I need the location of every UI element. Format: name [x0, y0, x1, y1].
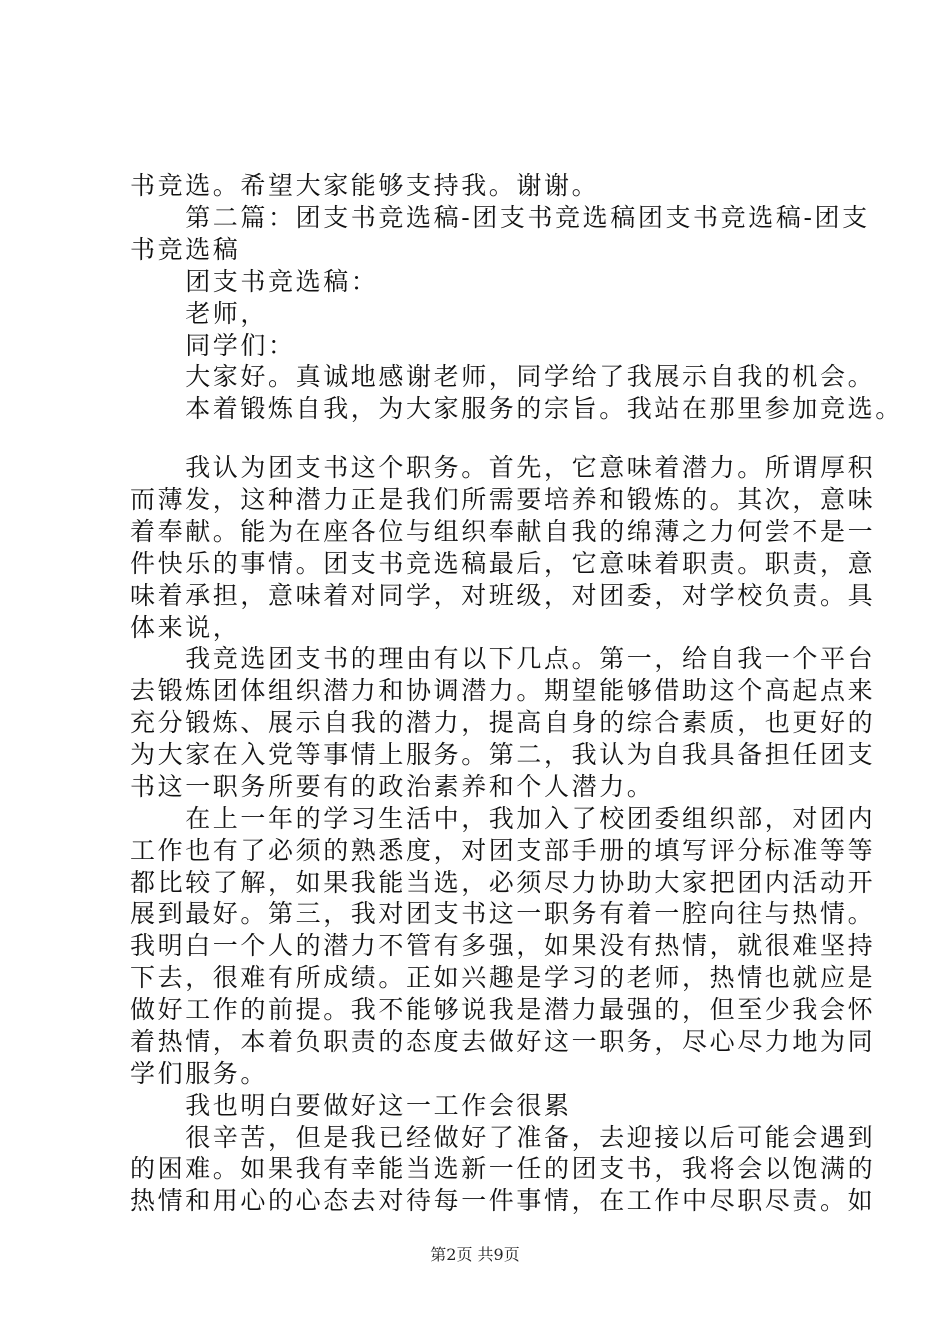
text-line: 同学们：: [130, 331, 296, 360]
text-line: 大家好。真诚地感谢老师，同学给了我展示自我的机会。: [130, 362, 876, 391]
text-line: 我竞选团支书的理由有以下几点。第一，给自我一个平台: [130, 644, 876, 673]
text-line: 书竞选稿: [130, 235, 241, 264]
text-line: 体来说，: [130, 613, 241, 642]
text-line: 书竞选。希望大家能够支持我。谢谢。: [130, 171, 600, 200]
text-line: 而薄发，这种潜力正是我们所需要培养和锻炼的。其次，意味: [130, 485, 876, 514]
text-line: 做好工作的前提。我不能够说我是潜力最强的，但至少我会怀: [130, 995, 876, 1024]
text-line: 充分锻炼、展示自我的潜力，提高自身的综合素质，也更好的: [130, 708, 876, 737]
page-footer: 第2页 共9页: [430, 1245, 520, 1264]
text-line: 的困难。如果我有幸能当选新一任的团支书，我将会以饱满的: [130, 1154, 876, 1183]
text-line: 我明白一个人的潜力不管有多强，如果没有热情，就很难坚持: [130, 931, 876, 960]
text-line: 第二篇：团支书竞选稿-团支书竞选稿团支书竞选稿-团支: [130, 203, 870, 232]
text-line: 下去，很难有所成绩。正如兴趣是学习的老师，热情也就应是: [130, 963, 876, 992]
text-line: 我认为团支书这个职务。首先，它意味着潜力。所谓厚积: [130, 453, 876, 482]
text-line: 为大家在入党等事情上服务。第二，我认为自我具备担任团支: [130, 740, 876, 769]
text-line: 我也明白要做好这一工作会很累: [130, 1091, 572, 1120]
text-line: 工作也有了必须的熟悉度，对团支部手册的填写评分标准等等: [130, 836, 876, 865]
text-line: 去锻炼团体组织潜力和协调潜力。期望能够借助这个高起点来: [130, 676, 876, 705]
text-line: 团支书竞选稿：: [130, 267, 379, 296]
text-line: 味着承担，意味着对同学，对班级，对团委，对学校负责。具: [130, 581, 876, 610]
text-line: 老师，: [130, 299, 269, 328]
text-line: 展到最好。第三，我对团支书这一职务有着一腔向往与热情。: [130, 899, 876, 928]
text-line: 书这一职务所要有的政治素养和个人潜力。: [130, 772, 655, 801]
text-line: 在上一年的学习生活中，我加入了校团委组织部，对团内: [130, 804, 876, 833]
text-line: 很辛苦，但是我已经做好了准备，去迎接以后可能会遇到: [130, 1123, 876, 1152]
text-line: 着奉献。能为在座各位与组织奉献自我的绵薄之力何尝不是一: [130, 517, 876, 546]
text-line: 都比较了解，如果我能当选，必须尽力协助大家把团内活动开: [130, 868, 876, 897]
text-line: 本着锻炼自我，为大家服务的宗旨。我站在那里参加竞选。: [130, 394, 903, 423]
text-line: 件快乐的事情。团支书竞选稿最后，它意味着职责。职责，意: [130, 549, 876, 578]
text-line: 学们服务。: [130, 1059, 269, 1088]
text-line: 热情和用心的心态去对待每一件事情，在工作中尽职尽责。如: [130, 1186, 876, 1215]
text-line: 着热情，本着负职责的态度去做好这一职务，尽心尽力地为同: [130, 1027, 876, 1056]
